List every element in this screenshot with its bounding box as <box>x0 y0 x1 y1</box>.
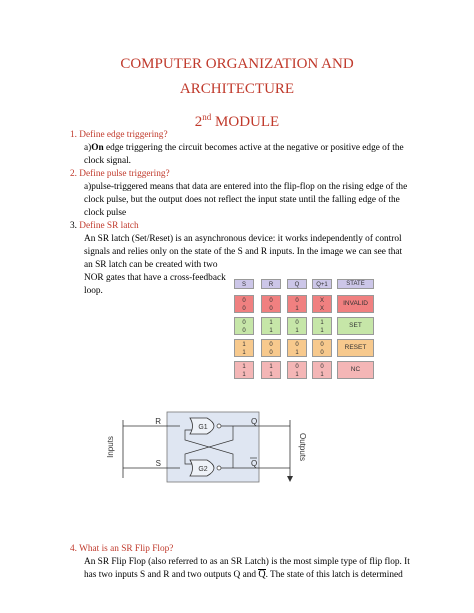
table-bit: 0 <box>320 364 324 370</box>
table-bit: 1 <box>320 372 324 378</box>
table-bit: 0 <box>242 298 246 304</box>
table-cell-s <box>234 317 254 335</box>
table-bit: 1 <box>269 364 273 370</box>
answer-3-line1: An SR latch (Set/Reset) is an asynchronous device: it works independently of control <box>84 234 402 244</box>
answer-4-qbar: Q <box>258 569 266 580</box>
table-bit: X <box>319 298 324 304</box>
table-cell-r <box>261 339 281 357</box>
table-bit: X <box>319 306 324 312</box>
table-cell-q1 <box>312 317 332 335</box>
table-bit: 0 <box>295 364 299 370</box>
header-r: R <box>261 279 281 289</box>
header-q-next: Q+1 <box>312 279 332 289</box>
table-cell-s <box>234 339 254 357</box>
table-cell-q1 <box>312 361 332 379</box>
question-3-label: Define SR latch <box>76 221 139 231</box>
table-row <box>234 339 374 357</box>
table-cell-q1 <box>312 339 332 357</box>
table-bit: 1 <box>295 350 299 356</box>
doc-title-line2: ARCHITECTURE <box>179 81 295 97</box>
outputs-arrow-head <box>287 476 293 482</box>
answer-3-line4: NOR gates that have a cross-feedback <box>84 273 226 283</box>
table-bit: 1 <box>295 306 299 312</box>
answer-1-line1: edge triggering the circuit becomes active at the negative or positive edge of the <box>103 143 404 153</box>
qbar-label: Q <box>251 459 258 468</box>
doc-title-line1: COMPUTER ORGANIZATION AND <box>120 56 354 72</box>
table-row <box>234 361 374 379</box>
answer-2-line2: clock pulse, but the output does not reflect the input state until the falling edge of the <box>84 195 400 205</box>
answer-1 <box>84 142 424 155</box>
r-label: R <box>155 417 161 426</box>
sr-latch-diagram <box>95 400 325 495</box>
g1-label: G1 <box>198 424 208 431</box>
table-bit: 1 <box>242 372 246 378</box>
table-cell-s <box>234 295 254 313</box>
table-bit: 1 <box>269 328 273 334</box>
header-s: S <box>234 279 254 289</box>
answer-4-line1: An SR Flip Flop (also referred to as an SR Latch) is the most simple type of flip flop. It <box>84 557 410 567</box>
table-bit: 1 <box>242 350 246 356</box>
table-cell-r <box>261 295 281 313</box>
q-label: Q <box>251 417 258 426</box>
table-bit: 0 <box>269 350 273 356</box>
answer-4-line2 <box>84 569 403 582</box>
table-row <box>234 317 374 335</box>
answer-1-line2: clock signal. <box>84 156 131 166</box>
module-superscript: nd <box>202 112 212 122</box>
table-cell-q1 <box>312 295 332 313</box>
question-3-number: 3. <box>70 221 77 231</box>
table-bit: 1 <box>242 342 246 348</box>
question-3 <box>70 220 139 233</box>
table-bit: 1 <box>242 364 246 370</box>
table-bit: 0 <box>295 342 299 348</box>
table-bit: 0 <box>320 350 324 356</box>
header-state: STATE <box>337 279 374 289</box>
table-bit: 0 <box>269 342 273 348</box>
table-bit: 1 <box>320 320 324 326</box>
table-bit: 0 <box>242 306 246 312</box>
table-bit: 0 <box>242 320 246 326</box>
table-cell-q <box>287 361 307 379</box>
table-bit: 1 <box>295 328 299 334</box>
table-bit: 0 <box>320 342 324 348</box>
table-cell-q <box>287 317 307 335</box>
table-cell-state: INVALID <box>337 295 374 313</box>
answer-2-line3: clock pulse <box>84 208 127 218</box>
table-row <box>234 295 374 313</box>
table-bit: 0 <box>242 328 246 334</box>
g2-label: G2 <box>198 466 208 473</box>
table-cell-r <box>261 317 281 335</box>
answer-4-line2-b: . The state of this latch is determined <box>265 570 403 580</box>
answer-2-line1: a)pulse-triggered means that data are entered into the flip-flop on the rising edge of the <box>84 182 408 192</box>
question-2: 2. Define pulse triggering? <box>70 169 170 179</box>
table-bit: 1 <box>269 372 273 378</box>
table-bit: 0 <box>295 298 299 304</box>
question-1: 1. Define edge triggering? <box>70 130 168 140</box>
table-cell-r <box>261 361 281 379</box>
answer-3-line3: an SR latch can be created with two <box>84 260 218 270</box>
module-number: 2 <box>194 114 203 130</box>
table-bit: 0 <box>295 320 299 326</box>
table-bit: 1 <box>269 320 273 326</box>
question-4: 4. What is an SR Flip Flop? <box>70 544 174 554</box>
gate-g1-bubble <box>217 424 221 428</box>
table-cell-state: RESET <box>337 339 374 357</box>
table-cell-state: NC <box>337 361 374 379</box>
table-bit: 1 <box>295 372 299 378</box>
answer-3-line2: signals and relies only on the state of the S and R inputs. In the image we can see that <box>84 247 403 257</box>
header-q: Q <box>287 279 307 289</box>
s-label: S <box>155 459 161 468</box>
table-cell-q <box>287 339 307 357</box>
answer-1-bold: On <box>91 143 104 153</box>
answer-4-line2-a: has two inputs S and R and two outputs Q and <box>84 570 256 580</box>
answer-3-line5: loop. <box>84 286 103 296</box>
table-bit: 0 <box>269 306 273 312</box>
outputs-label: Outputs <box>298 432 307 462</box>
answer-1-prefix: a) <box>84 143 92 153</box>
gate-g2-bubble <box>217 466 221 470</box>
table-cell-q <box>287 295 307 313</box>
table-cell-state: SET <box>337 317 374 335</box>
table-bit: 0 <box>269 298 273 304</box>
table-cell-s <box>234 361 254 379</box>
inputs-label: Inputs <box>106 436 115 458</box>
table-bit: 1 <box>320 328 324 334</box>
module-word: MODULE <box>211 114 280 130</box>
